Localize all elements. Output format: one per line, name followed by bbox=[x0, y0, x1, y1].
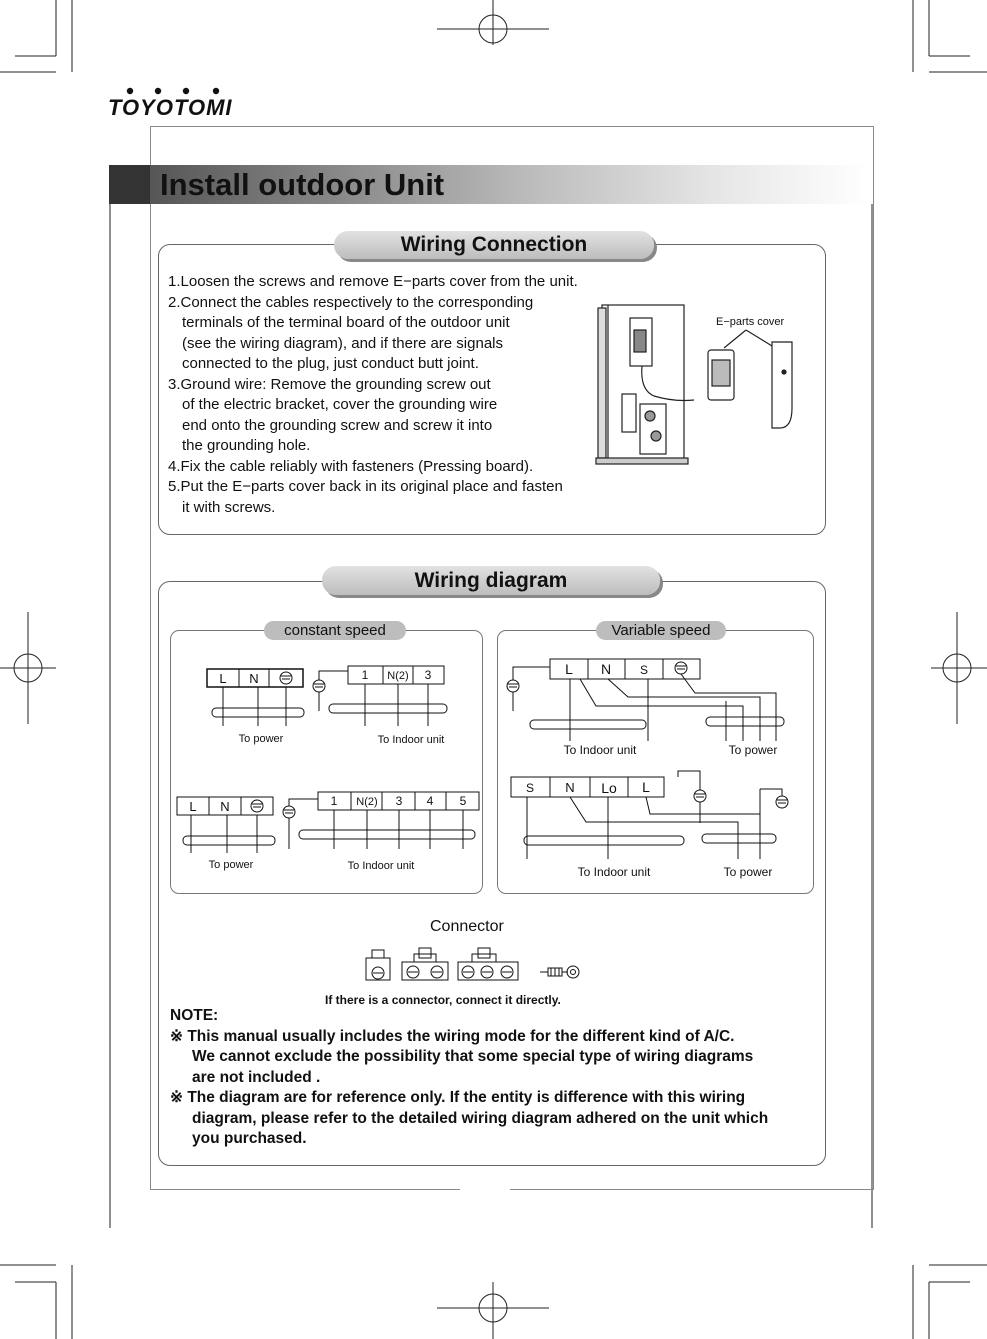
note-item: ※ This manual usually includes the wiring mode for the different kind of A/C. bbox=[170, 1027, 735, 1045]
note-section bbox=[170, 1006, 820, 1150]
to-indoor-label: To Indoor unit bbox=[377, 734, 445, 746]
step-line: end onto the grounding screw and screw it into bbox=[182, 416, 493, 434]
wiring-connection-heading: Wiring Connection bbox=[334, 231, 654, 259]
connector-label: Connector bbox=[430, 918, 504, 935]
wiring-diagram-heading: Wiring diagram bbox=[322, 566, 660, 595]
step-line: (see the wiring diagram), and if there are signals bbox=[182, 334, 503, 352]
terminal-label: L bbox=[565, 661, 573, 677]
terminal-label: N(2) bbox=[356, 796, 378, 808]
ground-symbol-icon bbox=[251, 800, 263, 812]
single-connector-icon bbox=[366, 950, 390, 980]
ground-symbol-icon bbox=[283, 806, 295, 818]
step-line: terminals of the terminal board of the outdoor unit bbox=[182, 314, 510, 331]
ground-symbol-icon bbox=[280, 672, 292, 684]
e-parts-cover-label: E−parts cover bbox=[716, 316, 785, 328]
to-power-label: To power bbox=[728, 743, 778, 757]
constant-speed-diagram bbox=[171, 631, 481, 892]
step-line: of the electric bracket, cover the grounding wire bbox=[182, 396, 498, 413]
installation-steps bbox=[168, 272, 608, 518]
step-line: 4.Fix the cable reliably with fasteners (Pressing board). bbox=[168, 457, 534, 475]
ground-symbol-icon bbox=[313, 680, 325, 692]
terminal-label: S bbox=[639, 663, 649, 677]
note-line: diagram, please refer to the detailed wiring diagram adhered on the unit which bbox=[192, 1109, 769, 1127]
to-power-label: To power bbox=[723, 865, 773, 879]
terminal-label: L bbox=[219, 671, 227, 686]
brand-name: TOYOTOMI bbox=[108, 95, 233, 120]
frame-gap bbox=[460, 1186, 510, 1190]
double-connector-icon bbox=[402, 948, 448, 980]
step-line: connected to the plug, just conduct butt joint. bbox=[182, 355, 479, 372]
terminal-label: S bbox=[525, 781, 535, 795]
constant-speed-label: constant speed bbox=[264, 621, 406, 640]
to-power-label: To power bbox=[208, 859, 254, 871]
terminal-label: 1 bbox=[330, 794, 338, 808]
ground-symbol-icon bbox=[507, 680, 519, 692]
terminal-label: 4 bbox=[426, 794, 434, 808]
step-line: it with screws. bbox=[182, 498, 276, 516]
connector-icons bbox=[362, 944, 584, 986]
note-line: are not included . bbox=[192, 1068, 321, 1086]
step-line: the grounding hole. bbox=[182, 437, 311, 454]
ground-symbol-icon bbox=[675, 662, 687, 674]
terminal-label: N(2) bbox=[387, 670, 409, 682]
variable-speed-label: Variable speed bbox=[596, 621, 726, 640]
terminal-label: L bbox=[189, 799, 197, 814]
step-line: 2.Connect the cables respectively to the corresponding bbox=[168, 293, 534, 311]
page-title: Install outdoor Unit bbox=[160, 167, 445, 202]
note-line: We cannot exclude the possibility that some special type of wiring diagrams bbox=[192, 1048, 754, 1065]
terminal-label: N bbox=[220, 799, 230, 814]
terminal-label: 1 bbox=[361, 668, 369, 682]
variable-speed-diagram bbox=[498, 631, 812, 892]
terminal-label: 5 bbox=[459, 794, 467, 808]
terminal-label: N bbox=[249, 671, 259, 686]
step-line: 3.Ground wire: Remove the grounding screw out bbox=[168, 375, 491, 393]
terminal-label: Lo bbox=[601, 780, 617, 796]
to-power-label: To power bbox=[238, 733, 284, 745]
connector-caption: If there is a connector, connect it directly. bbox=[325, 993, 561, 1007]
terminal-label: L bbox=[642, 779, 650, 795]
step-line: 1.Loosen the screws and remove E−parts cover from the unit. bbox=[168, 273, 578, 290]
to-indoor-label: To Indoor unit bbox=[563, 743, 637, 757]
brand-logo bbox=[108, 93, 233, 119]
terminal-label: N bbox=[565, 780, 575, 795]
ground-symbol-icon bbox=[776, 796, 788, 808]
note-line: you purchased. bbox=[192, 1130, 307, 1147]
note-symbol: ※ bbox=[170, 1089, 183, 1106]
ground-symbol-icon bbox=[694, 790, 706, 802]
note-symbol: ※ bbox=[170, 1027, 183, 1045]
to-indoor-label: To Indoor unit bbox=[577, 865, 651, 879]
note-heading: NOTE: bbox=[170, 1007, 219, 1024]
terminal-label: 3 bbox=[424, 668, 432, 682]
terminal-label: 3 bbox=[395, 794, 403, 808]
to-indoor-label: To Indoor unit bbox=[347, 860, 415, 872]
note-item: ※ The diagram are for reference only. If the entity is difference with this wiring bbox=[170, 1089, 746, 1106]
ring-terminal-icon bbox=[540, 966, 579, 978]
outdoor-unit-illustration bbox=[594, 300, 814, 470]
title-bar-tab bbox=[109, 165, 150, 204]
triple-connector-icon bbox=[458, 948, 518, 980]
terminal-label: N bbox=[600, 661, 612, 677]
step-line: 5.Put the E−parts cover back in its original place and fasten bbox=[168, 478, 563, 495]
